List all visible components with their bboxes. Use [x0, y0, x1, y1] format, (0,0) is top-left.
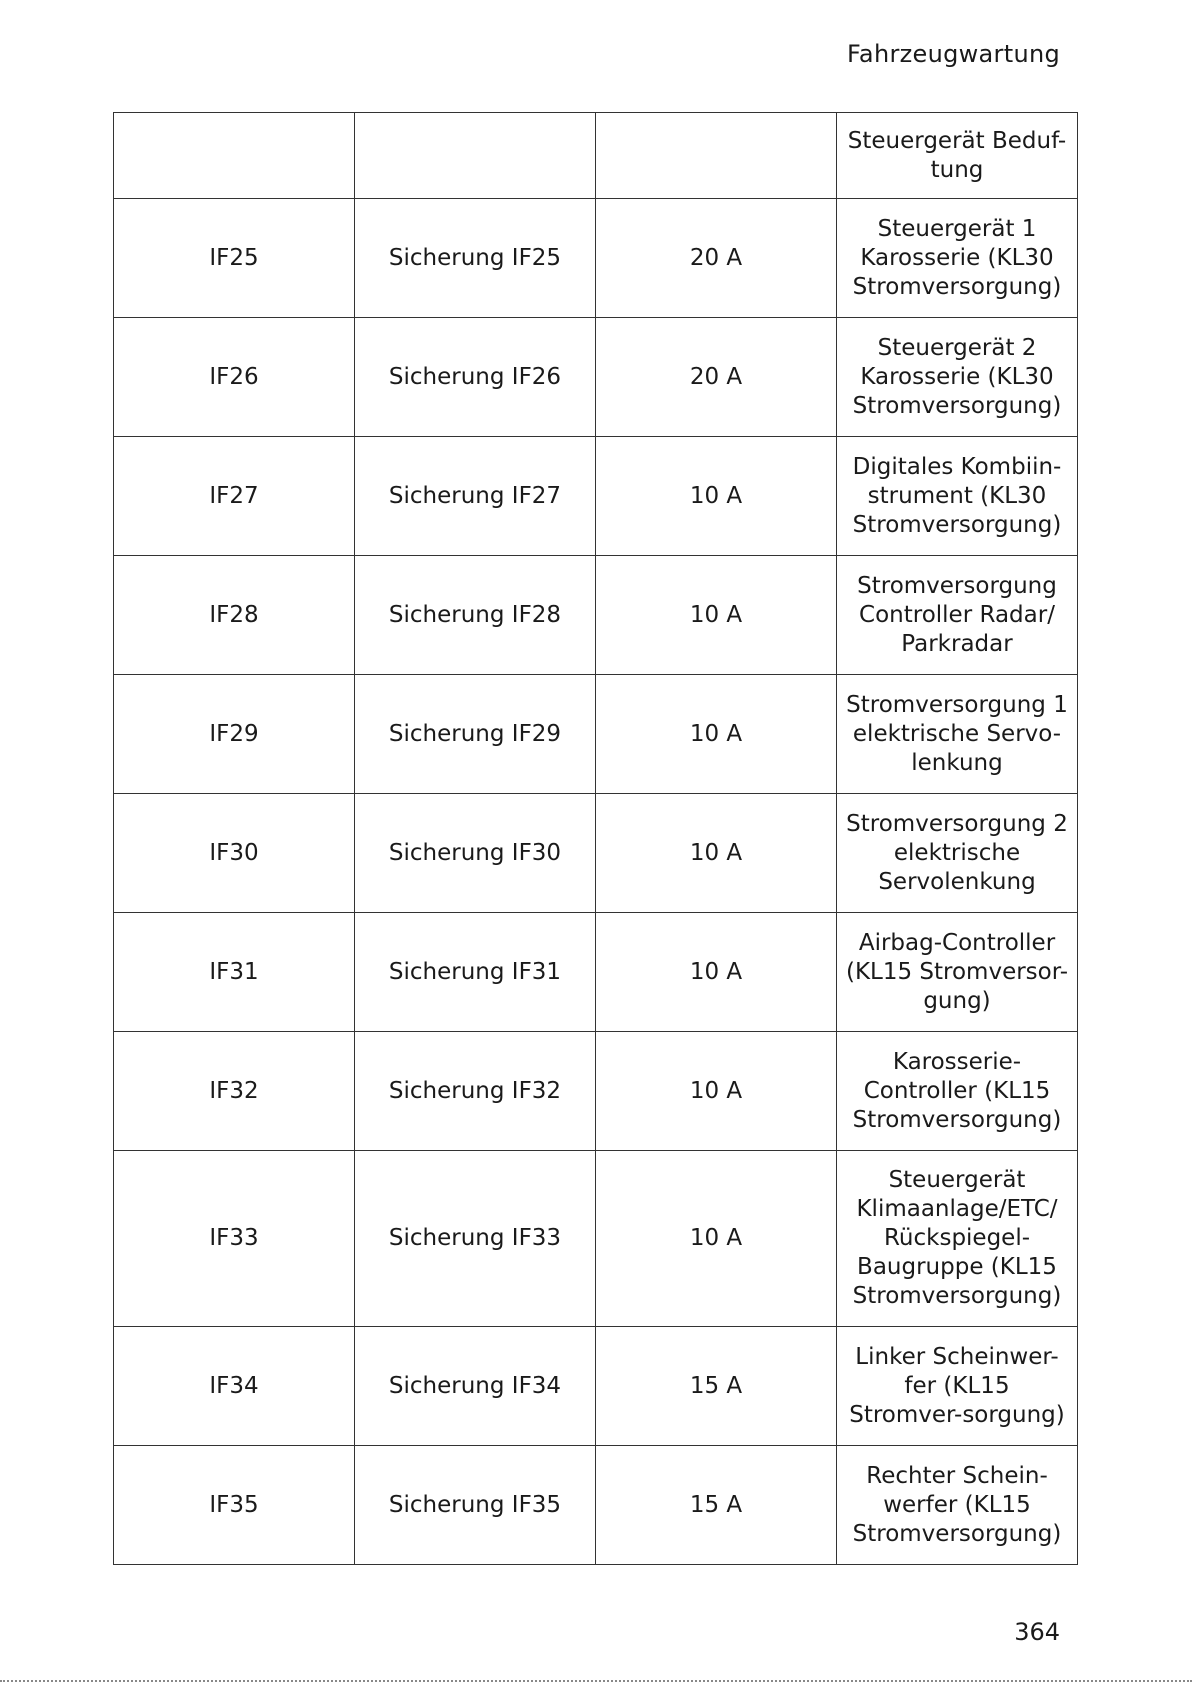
- fuse-id-cell: IF32: [114, 1032, 355, 1151]
- table-row: [114, 794, 1078, 913]
- table-row: [114, 1151, 1078, 1327]
- footer-divider: [0, 1680, 1192, 1682]
- fuse-id-cell: IF33: [114, 1151, 355, 1327]
- fuse-name-cell: Sicherung IF35: [355, 1446, 596, 1565]
- fuse-description-cell: Linker Scheinwer-fer (KL15 Stromver-sorgung): [837, 1327, 1078, 1446]
- fuse-description-cell: Steuergerät Klimaanlage/ETC/ Rückspiegel-Baugruppe (KL15 Stromversorgung): [837, 1151, 1078, 1327]
- fuse-id-cell: IF35: [114, 1446, 355, 1565]
- fuse-name-cell: Sicherung IF27: [355, 437, 596, 556]
- fuse-name-cell: Sicherung IF28: [355, 556, 596, 675]
- fuse-name-cell: Sicherung IF26: [355, 318, 596, 437]
- fuse-name-cell: Sicherung IF32: [355, 1032, 596, 1151]
- fuse-description-cell: Stromversorgung 2 elektrische Servolenkung: [837, 794, 1078, 913]
- fuse-rating-cell: 10 A: [596, 675, 837, 794]
- fuse-id-cell: IF28: [114, 556, 355, 675]
- fuse-id-cell: [114, 113, 355, 199]
- fuse-rating-cell: 10 A: [596, 437, 837, 556]
- table-row: [114, 318, 1078, 437]
- table-row: [114, 113, 1078, 199]
- fuse-id-cell: IF31: [114, 913, 355, 1032]
- fuse-name-cell: Sicherung IF29: [355, 675, 596, 794]
- table-row: [114, 437, 1078, 556]
- fuse-description-cell: Steuergerät Beduf-tung: [837, 113, 1078, 199]
- fuse-name-cell: Sicherung IF25: [355, 199, 596, 318]
- page-number: 364: [1014, 1618, 1060, 1646]
- fuse-rating-cell: 10 A: [596, 913, 837, 1032]
- fuse-rating-cell: 10 A: [596, 1032, 837, 1151]
- fuse-id-cell: IF25: [114, 199, 355, 318]
- table-row: [114, 1446, 1078, 1565]
- fuse-name-cell: [355, 113, 596, 199]
- fuse-table: [113, 112, 1078, 1565]
- fuse-rating-cell: 10 A: [596, 794, 837, 913]
- fuse-description-cell: Stromversorgung 1 elektrische Servo-lenkung: [837, 675, 1078, 794]
- table-row: [114, 556, 1078, 675]
- fuse-rating-cell: 10 A: [596, 556, 837, 675]
- fuse-name-cell: Sicherung IF34: [355, 1327, 596, 1446]
- fuse-name-cell: Sicherung IF31: [355, 913, 596, 1032]
- fuse-rating-cell: 20 A: [596, 318, 837, 437]
- fuse-id-cell: IF34: [114, 1327, 355, 1446]
- table-row: [114, 675, 1078, 794]
- table-row: [114, 1032, 1078, 1151]
- fuse-rating-cell: 10 A: [596, 1151, 837, 1327]
- fuse-description-cell: Steuergerät 1 Karosserie (KL30 Stromversorgung): [837, 199, 1078, 318]
- fuse-rating-cell: 15 A: [596, 1446, 837, 1565]
- fuse-id-cell: IF29: [114, 675, 355, 794]
- fuse-description-cell: Airbag-Controller (KL15 Stromversor-gung): [837, 913, 1078, 1032]
- fuse-rating-cell: 20 A: [596, 199, 837, 318]
- fuse-rating-cell: 15 A: [596, 1327, 837, 1446]
- fuse-name-cell: Sicherung IF30: [355, 794, 596, 913]
- fuse-description-cell: Stromversorgung Controller Radar/ Parkradar: [837, 556, 1078, 675]
- fuse-name-cell: Sicherung IF33: [355, 1151, 596, 1327]
- fuse-description-cell: Steuergerät 2 Karosserie (KL30 Stromversorgung): [837, 318, 1078, 437]
- running-header: Fahrzeugwartung: [847, 40, 1060, 68]
- fuse-id-cell: IF30: [114, 794, 355, 913]
- fuse-description-cell: Digitales Kombiin-strument (KL30 Stromversorgung): [837, 437, 1078, 556]
- table-row: [114, 1327, 1078, 1446]
- fuse-id-cell: IF26: [114, 318, 355, 437]
- fuse-description-cell: Rechter Schein-werfer (KL15 Stromversorgung): [837, 1446, 1078, 1565]
- fuse-id-cell: IF27: [114, 437, 355, 556]
- fuse-rating-cell: [596, 113, 837, 199]
- fuse-description-cell: Karosserie-Controller (KL15 Stromversorgung): [837, 1032, 1078, 1151]
- table-row: [114, 199, 1078, 318]
- table-row: [114, 913, 1078, 1032]
